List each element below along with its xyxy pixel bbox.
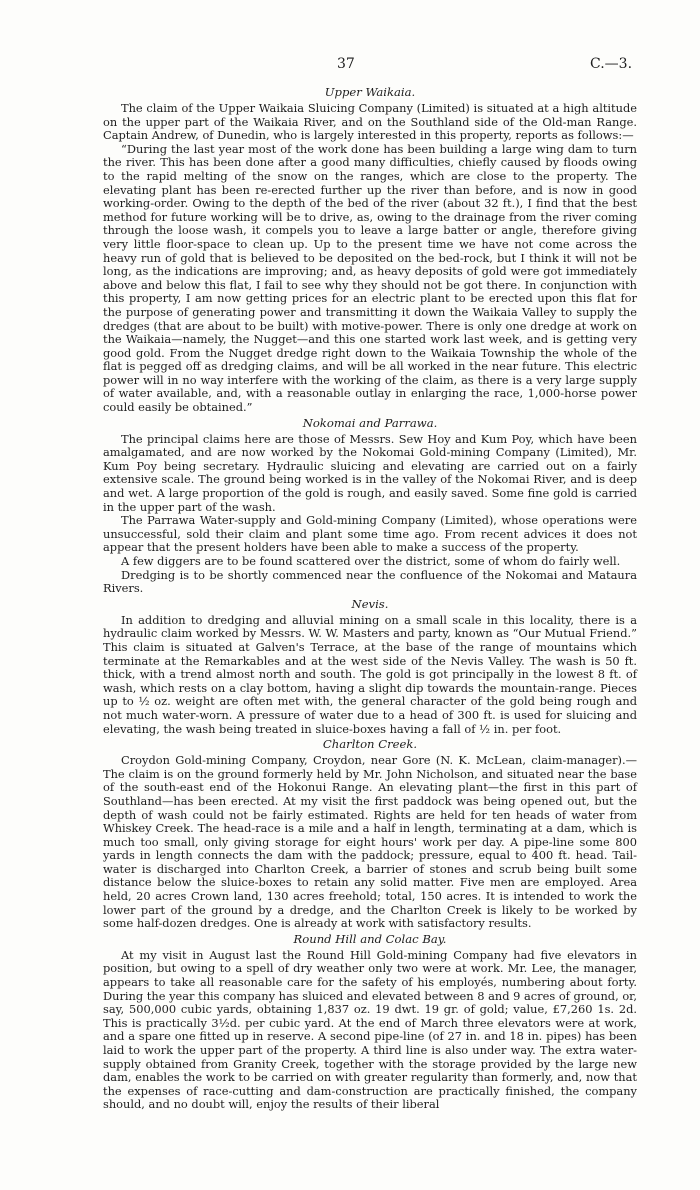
section-heading: Nokomai and Parrawa.: [302, 415, 438, 430]
section-heading: Charlton Creek.: [322, 737, 418, 752]
section-nokomai-parrawa: [103, 416, 637, 596]
paragraph: The Parrawa Water-supply and Gold-mining Company (Limited), whose operations were unsuccessful, sold their claim and plant some time ago. From recent advices it does not appear that the present holders have been able to make a success of the property.: [103, 513, 637, 555]
paragraph: Croydon Gold-mining Company, Croydon, near Gore (N. K. McLean, claim-manager).—The claim is on the ground formerly held by Mr. John Nicholson, and situated near the base of the south-east end of the Hokonui Range. An elevating plant—the first in this part of Southland—has been erected. At my visit the first paddock was being opened out, but the depth of wash could not be fairly estimated. Rights are held for ten heads of water from Whiskey Creek. The head-race is a mile and a half in length, terminating at a dam, which is much too small, only giving storage for eight hours' work per day. A pipe-line some 800 yards in length connects the dam with the paddock; pressure, equal to 400 ft. head. Tail-water is discharged into Charlton Creek, a barrier of stones and scrub being built some distance below the sluice-boxes to retain any solid matter. Five men are employed. Area held, 20 acres Crown land, 130 acres freehold; total, 150 acres. It is intended to work the lower part of the ground by a dredge, and the Charlton Creek is likely to be worked by some half-dozen dredges. One is already at work with satisfactory results.: [103, 753, 637, 931]
section-heading: Upper Waikaia.: [324, 85, 416, 99]
paragraph: At my visit in August last the Round Hill Gold-mining Company had five elevators in position, but owing to a spell of dry weather only two were at work. Mr. Lee, the manager, appears to take all reasonable care for the safety of his employés, numbering about forty. During the year this company has sluiced and elevated between 8 and 9 acres of ground, or, say, 500,000 cubic yards, obtaining 1,837 oz. 19 dwt. 19 gr. of gold; value, £7,260 1s. 2d. This is practically 3½d. per cubic yard. At the end of March three elevators were at work, and a spare one fitted up in reserve. A second pipe-line (of 27 in. and 18 in. pipes) has been laid to work the upper part of the property. A third line is also under way. The extra water-supply obtained from Granity Creek, together with the storage provided by the large new dam, enables the work to be carried on with greater regularity than formerly, and, now that the expenses of race-cutting and dam-construction are practically finished, the company should, and no doubt will, enjoy the results of their liberal: [103, 947, 637, 1112]
document-body: [103, 84, 637, 1112]
section-round-hill-colac-bay: [103, 932, 637, 1112]
document-reference: C.—3.: [590, 56, 633, 72]
section-nevis: [103, 597, 637, 736]
page-number: 37: [337, 56, 355, 72]
section-heading: Nevis.: [351, 596, 389, 611]
paragraph: The claim of the Upper Waikaia Sluicing Company (Limited) is situated at a high altitude on the upper part of the Waikaia River, and on the Southland side of the Old-man Range. Captain Andrew, of Dunedin, who is largely interested in this property, reports as follows:—: [103, 101, 637, 143]
section-charlton-creek: [103, 737, 637, 931]
section-upper-waikaia: [103, 85, 637, 415]
section-heading: Round Hill and Colac Bay.: [293, 931, 447, 946]
paragraph: The principal claims here are those of Messrs. Sew Hoy and Kum Poy, which have been amalgamated, and are now worked by the Nokomai Gold-mining Company (Limited), Mr. Kum Poy being secretary. Hydraulic sluicing and elevating are carried out on a fairly extensive scale. The ground being worked is in the valley of the Nokomai River, and is deep and wet. A large proportion of the gold is rough, and easily saved. Some fine gold is carried in the upper part of the wash.: [103, 431, 637, 514]
paragraph: Dredging is to be shortly commenced near the confluence of the Nokomai and Mataura Rivers.: [103, 567, 637, 596]
paragraph: A few diggers are to be found scattered over the district, some of whom do fairly well.: [121, 554, 621, 568]
page-header: [0, 56, 700, 76]
paragraph: In addition to dredging and alluvial mining on a small scale in this locality, there is a hydraulic claim worked by Messrs. W. W. Masters and party, known as “Our Mutual Friend.” This claim is situated at Galven's Terrace, at the base of the range of mountains which terminate at the Remarkables and at the west side of the Nevis Valley. The wash is 50 ft. thick, with a trend almost north and south. The gold is got principally in the lowest 8 ft. of wash, which rests on a clay bottom, having a slight dip towards the mountain-range. Pieces up to ½ oz. weight are often met with, the general character of the gold being rough and not much water-worn. A pressure of water due to a head of 300 ft. is used for sluicing and elevating, the wash being treated in sluice-boxes having a fall of ½ in. per foot.: [103, 612, 637, 736]
paragraph: “During the last year most of the work done has been building a large wing dam to turn the river. This has been done after a good many difficulties, chiefly caused by floods owing to the rapid melting of the snow on the ranges, which are close to the property. The elevating plant has been re-erected further up the river than before, and is now in good working-order. Owing to the depth of the bed of the river (about 32 ft.), I find that the best method for future working will be to drive, as, owing to the drainage from the river coming through the loose wash, it compels you to leave a large batter or angle, therefore giving very little floor-space to clean up. Up to the present time we have not come across the heavy run of gold that is believed to be deposited on the bed-rock, but I think it will not be long, as the indications are improving; and, as heavy deposits of gold were got immediately above and below this flat, I fail to see why they should not be got there. In conjunction with this property, I am now getting prices for an electric plant to be erected upon this flat for the purpose of generating power and transmitting it down the Waikaia Valley to supply the dredges (that are about to be built) with motive-power. There is only one dredge at work on the Waikaia—namely, the Nugget—and this one started work last week, and is getting very good gold. From the Nugget dredge right down to the Waikaia Township the whole of the flat is pegged off as dredging claims, and will be all worked in the near future. This electric power will in no way interfere with the working of the claim, as there is a very large supply of water available, and, with a reasonable outlay in enlarging the race, 1,000-horse power could easily be obtained.”: [103, 141, 637, 415]
